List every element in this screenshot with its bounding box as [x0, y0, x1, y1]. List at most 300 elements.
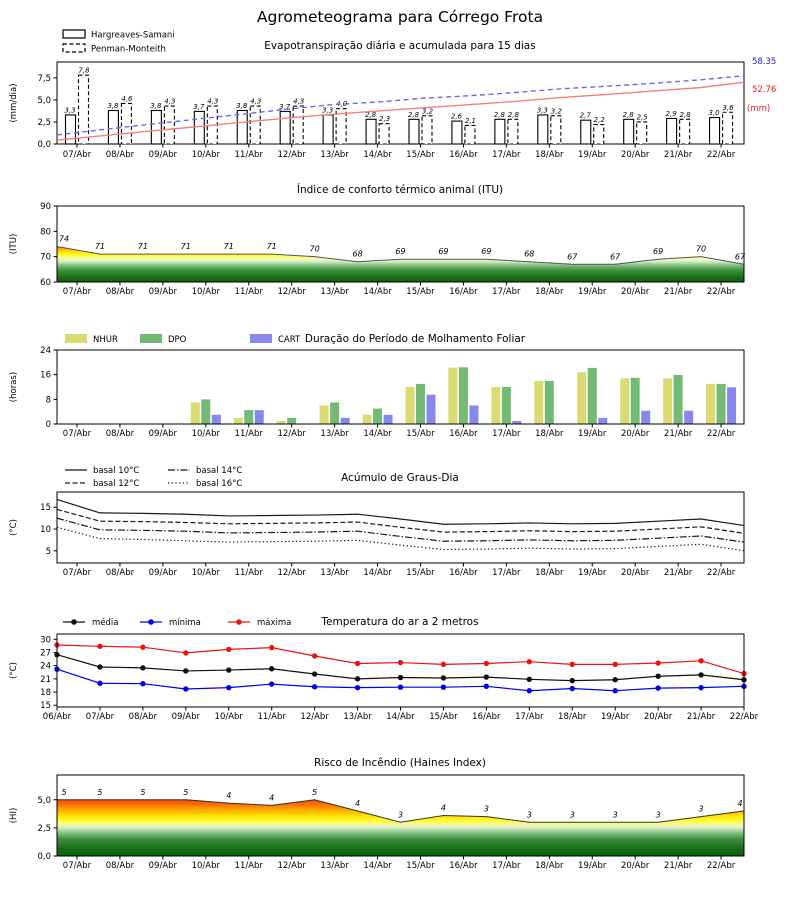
svg-text:(horas): (horas) [9, 371, 19, 403]
svg-text:4,3: 4,3 [250, 97, 262, 106]
svg-text:19/Abr: 19/Abr [600, 712, 630, 722]
svg-text:13/Abr: 13/Abr [320, 429, 349, 439]
chart-evapotranspiracao [0, 0, 800, 170]
bar-Penman-Monteith [723, 112, 733, 144]
svg-text:10/Abr: 10/Abr [191, 861, 221, 871]
svg-text:21: 21 [40, 674, 51, 685]
bar-Hargreaves-Samani [409, 119, 419, 144]
svg-text:3: 3 [397, 810, 404, 820]
svg-text:11/Abr: 11/Abr [234, 287, 263, 297]
svg-text:07/Abr: 07/Abr [85, 712, 115, 722]
svg-text:13/Abr: 13/Abr [343, 712, 372, 722]
chart-molhamento-foliar-svg [0, 310, 800, 455]
svg-text:52.76: 52.76 [752, 85, 777, 95]
svg-text:basal 16°C: basal 16°C [196, 479, 243, 489]
legend-swatch-0 [63, 30, 85, 38]
bar-CART [384, 415, 393, 424]
bar-Hargreaves-Samani [495, 119, 505, 144]
svg-text:3,3: 3,3 [64, 106, 76, 115]
svg-text:16/Abr: 16/Abr [449, 568, 478, 578]
svg-text:2,7: 2,7 [579, 111, 591, 120]
svg-text:3,7: 3,7 [279, 102, 291, 111]
svg-text:máxima: máxima [257, 618, 292, 628]
svg-text:10/Abr: 10/Abr [214, 712, 243, 722]
svg-text:19/Abr: 19/Abr [578, 429, 607, 439]
bar-Hargreaves-Samani [366, 119, 376, 144]
svg-text:07/Abr: 07/Abr [62, 429, 92, 439]
svg-text:13/Abr: 13/Abr [320, 861, 349, 871]
svg-text:07/Abr: 07/Abr [62, 568, 92, 578]
svg-text:3,8: 3,8 [107, 101, 119, 110]
svg-text:17/Abr: 17/Abr [492, 429, 521, 439]
svg-text:09/Abr: 09/Abr [148, 568, 178, 578]
svg-text:09/Abr: 09/Abr [148, 861, 178, 871]
bar-NHUR [663, 378, 672, 424]
svg-text:Penman-Monteith: Penman-Monteith [91, 44, 166, 55]
bar-NHUR [534, 381, 543, 424]
svg-text:3: 3 [483, 804, 489, 814]
svg-text:4: 4 [440, 803, 446, 813]
svg-text:0,0: 0,0 [37, 852, 51, 862]
svg-text:71: 71 [94, 242, 106, 252]
chart-temperatura [0, 610, 800, 755]
svg-text:CART: CART [278, 335, 301, 345]
svg-text:(ITU): (ITU) [9, 233, 19, 255]
bar-Hargreaves-Samani [151, 110, 161, 144]
bar-NHUR [320, 406, 329, 425]
svg-text:16: 16 [40, 370, 51, 381]
svg-text:Acúmulo de Graus-Dia: Acúmulo de Graus-Dia [341, 472, 459, 484]
bar-Penman-Monteith [551, 116, 561, 144]
svg-text:15/Abr: 15/Abr [406, 287, 435, 297]
svg-text:2,5: 2,5 [37, 823, 51, 834]
svg-text:16/Abr: 16/Abr [449, 861, 478, 871]
bar-NHUR [706, 384, 715, 424]
svg-text:08/Abr: 08/Abr [105, 861, 135, 871]
bar-DPO [545, 381, 554, 424]
bar-CART [598, 418, 607, 424]
svg-text:06/Abr: 06/Abr [42, 712, 72, 722]
bar-DPO [717, 384, 726, 424]
svg-text:16/Abr: 16/Abr [472, 712, 501, 722]
svg-text:(HI): (HI) [9, 807, 19, 824]
svg-text:2,5: 2,5 [37, 117, 51, 128]
svg-text:70: 70 [309, 244, 320, 254]
svg-text:0,0: 0,0 [37, 140, 51, 150]
svg-text:68: 68 [352, 249, 363, 259]
svg-text:Índice de conforto térmico ani: Índice de conforto térmico animal (ITU) [296, 184, 504, 196]
svg-text:16/Abr: 16/Abr [449, 150, 478, 160]
svg-text:20/Abr: 20/Abr [620, 429, 650, 439]
bar-CART [684, 411, 693, 424]
bar-NHUR [577, 372, 586, 424]
svg-text:Hargreaves-Samani: Hargreaves-Samani [91, 30, 175, 41]
bar-Penman-Monteith [250, 106, 260, 144]
bar-Penman-Monteith [680, 119, 690, 144]
svg-text:11/Abr: 11/Abr [234, 429, 263, 439]
svg-text:22/Abr: 22/Abr [706, 568, 736, 578]
bar-Hargreaves-Samani [538, 115, 548, 144]
bar-CART [341, 418, 350, 424]
svg-text:14/Abr: 14/Abr [363, 150, 392, 160]
svg-text:24: 24 [40, 346, 51, 356]
bar-Penman-Monteith [465, 125, 475, 144]
bar-Hargreaves-Samani [667, 118, 677, 144]
svg-text:(°C): (°C) [9, 662, 19, 679]
svg-text:17/Abr: 17/Abr [492, 568, 521, 578]
svg-text:3,6: 3,6 [722, 103, 734, 112]
bar-Hargreaves-Samani [237, 110, 247, 144]
svg-text:4,0: 4,0 [336, 100, 348, 109]
svg-text:21/Abr: 21/Abr [663, 150, 693, 160]
svg-text:Risco de Incêndio (Haines Inde: Risco de Incêndio (Haines Index) [314, 757, 486, 769]
svg-text:5: 5 [97, 787, 103, 797]
legend-swatch-1 [63, 44, 85, 52]
svg-text:15/Abr: 15/Abr [406, 150, 435, 160]
bar-Penman-Monteith [594, 125, 604, 144]
svg-text:3,2: 3,2 [550, 107, 562, 116]
area-fill [57, 800, 744, 856]
svg-text:58.35: 58.35 [752, 57, 777, 67]
bar-Hargreaves-Samani [452, 121, 462, 144]
svg-text:4: 4 [737, 799, 743, 808]
bar-DPO [502, 387, 511, 424]
bar-NHUR [191, 402, 200, 424]
bar-Penman-Monteith [379, 124, 389, 144]
bar-Hargreaves-Samani [280, 111, 290, 144]
svg-text:basal 12°C: basal 12°C [93, 479, 140, 489]
svg-text:08/Abr: 08/Abr [105, 287, 135, 297]
svg-text:10/Abr: 10/Abr [191, 429, 221, 439]
svg-text:69: 69 [438, 247, 449, 257]
svg-text:2,8: 2,8 [679, 110, 691, 119]
bar-Penman-Monteith [79, 75, 89, 144]
svg-text:5,0: 5,0 [37, 95, 51, 106]
bar-DPO [416, 384, 425, 424]
svg-text:2,8: 2,8 [364, 110, 377, 119]
svg-text:69: 69 [481, 247, 492, 257]
svg-text:13/Abr: 13/Abr [320, 150, 349, 160]
svg-text:19/Abr: 19/Abr [578, 150, 607, 160]
svg-text:09/Abr: 09/Abr [171, 712, 201, 722]
svg-text:07/Abr: 07/Abr [62, 287, 92, 297]
svg-text:3,3: 3,3 [322, 106, 334, 115]
svg-text:4,3: 4,3 [293, 97, 305, 106]
svg-text:14/Abr: 14/Abr [386, 712, 415, 722]
bar-DPO [588, 368, 597, 424]
svg-text:08/Abr: 08/Abr [128, 712, 158, 722]
svg-text:22/Abr: 22/Abr [706, 861, 736, 871]
bar-CART [469, 406, 478, 425]
svg-text:2,3: 2,3 [378, 115, 391, 124]
svg-text:20/Abr: 20/Abr [620, 150, 650, 160]
svg-text:09/Abr: 09/Abr [148, 287, 178, 297]
bar-CART [727, 387, 736, 424]
svg-text:8: 8 [45, 395, 51, 406]
svg-text:71: 71 [266, 242, 277, 252]
plot-box [57, 350, 744, 424]
bar-NHUR [491, 387, 500, 424]
chart-graus-dia [0, 455, 800, 610]
svg-text:90: 90 [40, 202, 51, 212]
legend-swatch-NHUR [65, 334, 87, 343]
svg-text:14/Abr: 14/Abr [363, 568, 392, 578]
svg-text:18/Abr: 18/Abr [535, 568, 564, 578]
svg-text:13/Abr: 13/Abr [320, 287, 349, 297]
legend-swatch-CART [250, 334, 272, 343]
svg-text:17/Abr: 17/Abr [492, 150, 521, 160]
svg-text:2,9: 2,9 [665, 109, 677, 118]
svg-text:3: 3 [526, 810, 532, 820]
svg-text:08/Abr: 08/Abr [105, 429, 135, 439]
svg-text:média: média [92, 618, 119, 628]
svg-text:3,2: 3,2 [421, 107, 434, 116]
svg-text:10: 10 [40, 525, 51, 536]
bar-CART [212, 415, 221, 424]
svg-text:12/Abr: 12/Abr [277, 150, 306, 160]
bar-DPO [631, 378, 640, 424]
svg-text:11/Abr: 11/Abr [234, 568, 263, 578]
svg-text:15: 15 [40, 503, 51, 514]
svg-text:07/Abr: 07/Abr [62, 861, 92, 871]
svg-text:3: 3 [612, 810, 618, 820]
svg-text:10/Abr: 10/Abr [191, 568, 221, 578]
svg-text:12/Abr: 12/Abr [300, 712, 329, 722]
svg-text:19/Abr: 19/Abr [578, 861, 607, 871]
svg-text:12/Abr: 12/Abr [277, 861, 306, 871]
svg-text:14/Abr: 14/Abr [363, 429, 392, 439]
legend-swatch-DPO [140, 334, 162, 343]
svg-text:5: 5 [183, 787, 189, 797]
svg-text:30: 30 [40, 635, 51, 646]
svg-text:0: 0 [45, 420, 51, 430]
svg-text:15/Abr: 15/Abr [406, 861, 435, 871]
svg-text:3: 3 [655, 810, 661, 820]
svg-text:71: 71 [180, 242, 191, 252]
svg-text:09/Abr: 09/Abr [148, 150, 178, 160]
svg-text:16/Abr: 16/Abr [449, 287, 478, 297]
svg-text:17/Abr: 17/Abr [492, 861, 521, 871]
svg-text:20/Abr: 20/Abr [643, 712, 673, 722]
svg-text:69: 69 [653, 247, 664, 257]
svg-text:74: 74 [58, 234, 70, 244]
series-basal 12°C [57, 509, 744, 533]
svg-text:7,5: 7,5 [37, 73, 51, 84]
svg-text:4: 4 [355, 799, 361, 808]
bar-DPO [459, 367, 468, 424]
bar-Hargreaves-Samani [581, 120, 591, 144]
svg-text:60: 60 [40, 278, 51, 288]
svg-text:Temperatura do ar a 2 metros: Temperatura do ar a 2 metros [321, 616, 479, 628]
svg-text:22/Abr: 22/Abr [706, 150, 736, 160]
svg-text:18/Abr: 18/Abr [535, 429, 564, 439]
svg-text:15/Abr: 15/Abr [429, 712, 458, 722]
svg-text:21/Abr: 21/Abr [663, 429, 693, 439]
bar-DPO [201, 399, 210, 424]
chart-molhamento-foliar [0, 310, 800, 455]
bar-Hargreaves-Samani [323, 115, 333, 144]
svg-text:12/Abr: 12/Abr [277, 429, 306, 439]
svg-text:08/Abr: 08/Abr [105, 568, 135, 578]
svg-text:5,0: 5,0 [37, 795, 51, 806]
svg-text:08/Abr: 08/Abr [105, 150, 135, 160]
svg-text:2,6: 2,6 [450, 112, 463, 121]
svg-text:basal 10°C: basal 10°C [93, 466, 140, 476]
svg-text:14/Abr: 14/Abr [363, 861, 392, 871]
svg-text:mínima: mínima [169, 618, 201, 628]
svg-text:71: 71 [137, 242, 148, 252]
bar-Hargreaves-Samani [624, 119, 634, 144]
series-basal 10°C [57, 499, 744, 525]
svg-text:5: 5 [45, 546, 51, 557]
svg-text:11/Abr: 11/Abr [234, 861, 263, 871]
bar-DPO [330, 402, 339, 424]
bar-CART [255, 410, 264, 424]
bar-DPO [244, 410, 253, 424]
svg-text:basal 14°C: basal 14°C [196, 466, 243, 476]
svg-text:68: 68 [524, 249, 535, 259]
plot-box [57, 634, 744, 707]
svg-text:2,8: 2,8 [407, 110, 420, 119]
svg-text:2,5: 2,5 [636, 113, 648, 122]
bar-Penman-Monteith [422, 116, 432, 144]
svg-text:21/Abr: 21/Abr [686, 712, 716, 722]
svg-text:14/Abr: 14/Abr [363, 287, 392, 297]
svg-text:3: 3 [698, 804, 704, 814]
svg-text:17/Abr: 17/Abr [492, 287, 521, 297]
svg-text:70: 70 [695, 244, 707, 254]
svg-text:17/Abr: 17/Abr [515, 712, 544, 722]
svg-text:3,0: 3,0 [708, 109, 720, 118]
bar-CART [641, 411, 650, 424]
svg-text:67: 67 [734, 252, 746, 262]
svg-text:09/Abr: 09/Abr [148, 429, 178, 439]
svg-text:22/Abr: 22/Abr [706, 287, 736, 297]
svg-text:3,7: 3,7 [193, 102, 205, 111]
svg-text:71: 71 [223, 242, 234, 252]
bar-DPO [674, 375, 683, 424]
bar-NHUR [448, 368, 457, 424]
svg-text:16/Abr: 16/Abr [449, 429, 478, 439]
svg-text:18: 18 [40, 688, 51, 699]
svg-text:24: 24 [40, 661, 51, 672]
svg-text:15/Abr: 15/Abr [406, 568, 435, 578]
svg-text:67: 67 [610, 252, 621, 262]
svg-text:NHUR: NHUR [93, 335, 118, 345]
bar-NHUR [234, 418, 243, 424]
svg-text:(mm/dia): (mm/dia) [9, 83, 19, 123]
bar-NHUR [620, 378, 629, 424]
svg-text:Evapotranspiração diária e acu: Evapotranspiração diária e acumulada para 15 dias [264, 40, 536, 52]
bar-Penman-Monteith [293, 106, 303, 144]
svg-text:12/Abr: 12/Abr [277, 568, 306, 578]
svg-text:2,8: 2,8 [622, 110, 634, 119]
svg-text:2,8: 2,8 [507, 110, 519, 119]
bar-Hargreaves-Samani [108, 110, 118, 144]
bar-Hargreaves-Samani [710, 118, 720, 144]
bar-Penman-Monteith [121, 103, 131, 144]
chart-itu-svg [0, 170, 800, 310]
svg-text:4,3: 4,3 [207, 97, 219, 106]
svg-text:7,8: 7,8 [78, 66, 90, 75]
bar-CART [427, 395, 436, 424]
svg-text:2,2: 2,2 [593, 116, 605, 125]
bar-Hargreaves-Samani [194, 111, 204, 144]
bar-NHUR [406, 387, 415, 424]
svg-text:3: 3 [569, 810, 575, 820]
svg-text:27: 27 [40, 648, 51, 659]
bar-Penman-Monteith [164, 106, 174, 144]
svg-text:5: 5 [61, 787, 67, 797]
svg-text:4,6: 4,6 [121, 94, 133, 103]
svg-text:21/Abr: 21/Abr [663, 568, 693, 578]
svg-text:DPO: DPO [168, 335, 187, 345]
svg-text:18/Abr: 18/Abr [558, 712, 587, 722]
svg-text:Duração do Período de Molhamen: Duração do Período de Molhamento Foliar [304, 333, 526, 345]
chart-itu [0, 170, 800, 310]
bar-NHUR [363, 415, 372, 424]
svg-text:(°C): (°C) [9, 519, 19, 536]
bar-DPO [287, 418, 296, 424]
svg-text:21/Abr: 21/Abr [663, 287, 693, 297]
svg-text:07/Abr: 07/Abr [62, 150, 92, 160]
svg-text:20/Abr: 20/Abr [620, 861, 650, 871]
bar-Penman-Monteith [637, 122, 647, 144]
svg-text:67: 67 [567, 252, 578, 262]
svg-text:20/Abr: 20/Abr [620, 568, 650, 578]
page-title: Agrometeograma para Córrego Frota [256, 8, 544, 26]
svg-text:2,1: 2,1 [464, 116, 477, 125]
svg-text:2,8: 2,8 [493, 110, 505, 119]
svg-text:12/Abr: 12/Abr [277, 287, 306, 297]
chart-temperatura-svg [0, 610, 800, 755]
svg-text:70: 70 [40, 252, 51, 263]
bar-DPO [373, 409, 382, 424]
svg-text:5: 5 [140, 787, 146, 797]
svg-text:22/Abr: 22/Abr [729, 712, 759, 722]
svg-text:22/Abr: 22/Abr [706, 429, 736, 439]
svg-text:15: 15 [40, 701, 51, 712]
svg-text:19/Abr: 19/Abr [578, 568, 607, 578]
chart-haines-svg [0, 755, 800, 900]
svg-text:13/Abr: 13/Abr [320, 568, 349, 578]
svg-text:11/Abr: 11/Abr [234, 150, 263, 160]
svg-text:69: 69 [395, 247, 406, 257]
svg-text:4: 4 [269, 793, 275, 803]
svg-text:10/Abr: 10/Abr [191, 287, 221, 297]
bar-Penman-Monteith [508, 119, 518, 144]
svg-text:18/Abr: 18/Abr [535, 861, 564, 871]
chart-haines [0, 755, 800, 900]
svg-text:18/Abr: 18/Abr [535, 287, 564, 297]
svg-text:3,8: 3,8 [236, 101, 248, 110]
svg-text:5: 5 [312, 787, 318, 797]
svg-text:19/Abr: 19/Abr [578, 287, 607, 297]
svg-text:4: 4 [226, 791, 232, 801]
svg-text:10/Abr: 10/Abr [191, 150, 221, 160]
svg-text:3,8: 3,8 [150, 101, 162, 110]
svg-text:3,3: 3,3 [536, 106, 548, 115]
chart-graus-dia-svg [0, 455, 800, 610]
chart-evapotranspiracao-svg [0, 0, 800, 170]
svg-text:(mm): (mm) [747, 104, 771, 114]
svg-text:11/Abr: 11/Abr [257, 712, 286, 722]
svg-text:4,3: 4,3 [164, 97, 176, 106]
svg-text:18/Abr: 18/Abr [535, 150, 564, 160]
svg-text:21/Abr: 21/Abr [663, 861, 693, 871]
svg-text:15/Abr: 15/Abr [406, 429, 435, 439]
svg-text:20/Abr: 20/Abr [620, 287, 650, 297]
